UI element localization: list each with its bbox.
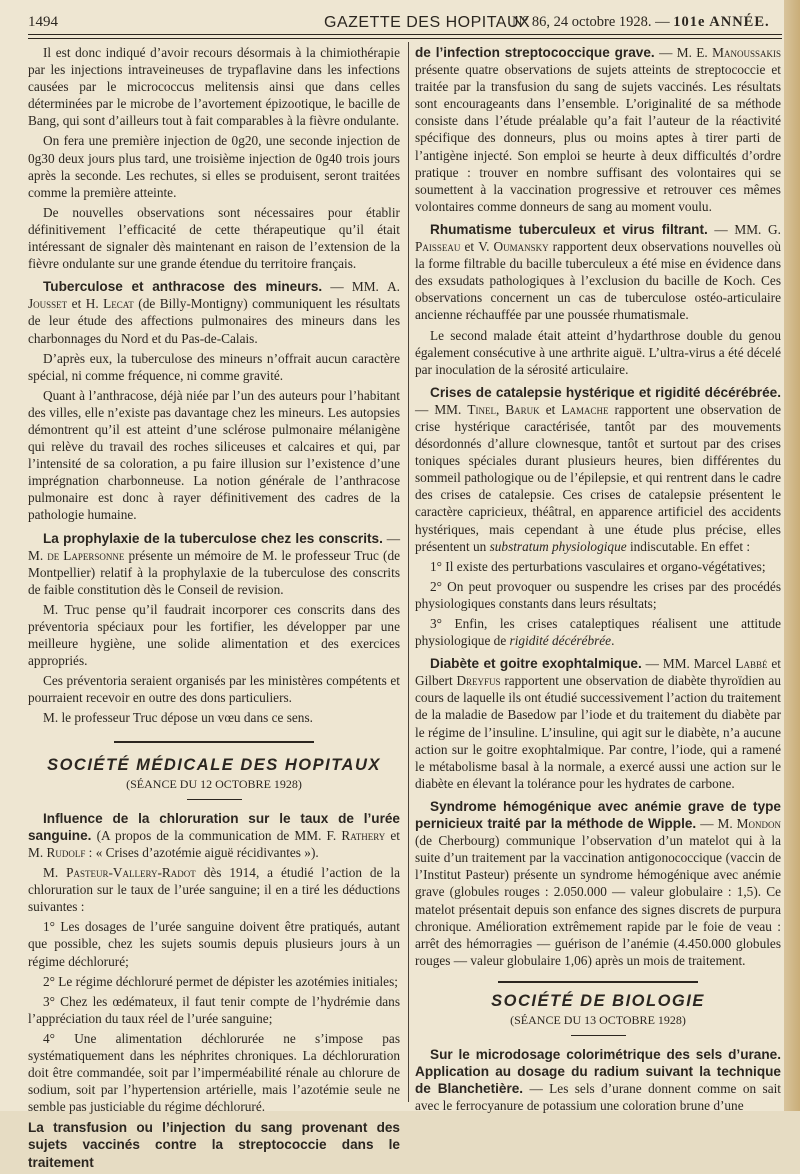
text: et M. [28,827,401,860]
article-heading: Sur le microdosage colorimétrique des sels d’urane. Application au dosage du radium suivant la technique de Blanchetière. [415,1047,781,1097]
list-item: 2° On peut provoquer ou suspendre les crises par des procédés physiologiques constants dans leurs résultats; [415,578,781,611]
text: présente quatre observations de sujets atteints de streptococcie et traitée par la transfusion du sang de sujets vaccinés. Les résultats sont encourageants dans l’ensemble. L’originalité de sa méthode consiste dans l’étude préalable qu’a fait l’auteur de la réactivité spécifique des donneurs, plus ou moins aptes à tirer parti de l’antigène injecté. Son emploi se heurte à deux difficultés d’ordre pratique : trouver en nombre suffisant des volontaires qui se soumettent à la vaccination progressive et retrouver ces mêmes volontaires comme donneurs de sang au moment voulu. [415,62,781,214]
text: et [67,296,86,312]
list-item: 4° Une alimentation déchlorurée ne s’impose pas systématiquement dans les néphrites chroniques. La déchloruration doit être commandée, soit par l’imperméabilité rénale au chlorure de sodium, soit par l’hypertension artérielle, mais l’azotémie seule ne semble pas justiciable du régime déchloruré. [28,1030,400,1115]
journal-title: GAZETTE DES HOPITAUX [324,14,531,31]
list-item [415,615,781,649]
left-column [28,44,400,1174]
article-tuberculose [28,278,400,346]
list-item: 1° Les dosages de l’urée sanguine doivent être pratiqués, autant que possible, chez les sujets soumis depuis plusieurs jours à un régime déchloruré; [28,919,400,969]
text: présente un mémoire de M. le professeur Truc (de Montpellier) relatif à la prophylaxie de la tuberculose des conscrits de faible constitution dès le Conseil de revision. [28,547,400,597]
text: et Gilbert [415,656,781,689]
issue-info [512,14,770,31]
article-heading: Rhumatisme tuberculeux et virus filtrant. [430,221,708,237]
text: M. [43,865,67,881]
text: — M. E. [654,45,713,60]
text: — Les sels d’urane donnent comme on sait avec le ferrocyanure de potassium une coloration brune d’une [415,1081,781,1114]
article-rhumatisme [415,221,781,324]
text: — MM. [707,221,769,237]
list-item: 3° Chez les œdémateux, il faut tenir compte de l’hydrémie dans l’appréciation du taux réel de l’urée sanguine; [28,993,400,1026]
author-name: Labbé [735,656,768,672]
paper-edge [784,0,800,1111]
text: rapportent une observation de diabète thyroïdien au cours de laquelle ils ont étudié successivement l’action du traitement de la maladie de Basedow par l’iode et du traitement du diabète par le régime de l’insuline. L’insuline, qui agit sur le diabète, n’a aucune action sur le goitre exophtalmique. Par contre, l’iode, qui a ramené le métabolisme basal à la normale, a exercé aussi une action sur le diabète en élevant la tolérance pour les hydrates de carbone. [415,673,781,791]
column-divider [408,42,409,1102]
text: rapportent une observation de crise hystérique caractérisée, tantôt par des mouvements désordonnés d’allure clownesque, tantôt et surtout par des crises toniques spéciales durant plusieurs heures, bien différentes du sommeil pathologique ou de l’épilepsie, et qui rentrent dans le cadre des crises de catalepsie. Ces crises de catalepsie présentent le caractère capricieux, théâtral, en apparence artificiel des accidents hystériques, mais cependant à une étude plus précise, elles présentent un [415,401,781,554]
article-diabete [415,655,781,792]
paragraph: De nouvelles observations sont nécessaires pour établir définitivement l’efficacité de cette thérapeutique qu’il était intéressant de signaler dès maintenant en raison de l’extension de la fièvre ondulante sur une grande étendue du territoire français. [28,204,400,272]
author-name: V. Oumansky [478,239,549,255]
author-name: Rathery [341,827,386,843]
article-heading: Influence de la chloruration sur le taux de l’urée sanguine. [28,810,400,843]
paragraph: M. Truc pense qu’il faudrait incorporer ces conscrits dans des préventoria spéciaux pour les fortifier, les développer par une meilleure hygiène, une solide alimentation et des exercices appropriés. [28,601,400,669]
author-name: A. Jousset [28,279,401,312]
paragraph: Il est donc indiqué d’avoir recours désormais à la chimiothérapie par les injections intraveineuses de trypaflavine dans les infections causées par le micrococcus melitensis ainsi que dans celles déterminées par le microbe de l’avortement épizootique, le bacille de Bang, qui sont d’ailleurs tout à fait comparables à la fièvre ondulante. [28,45,400,129]
paragraph [28,864,400,915]
section-date: (SÉANCE DU 12 OCTOBRE 1928) [126,776,302,791]
issue-number-date: N° 86, 24 octobre 1928. — [512,14,674,30]
paragraph: On fera une première injection de 0g20, une seconde injection de 0g30 deux jours plus tard, une troisième injection de 0g40 trois jours après la seconde. Les rechutes, si elles se produisent, seront traitées comme la première atteinte. [28,133,400,200]
article-heading: Syndrome hémogénique avec anémie grave de type pernicieux traité par la méthode de Wipple. [415,798,781,832]
text: (A propos de la communication de MM. F. [91,827,342,843]
section-separator [498,981,698,983]
text: — MM. [415,401,468,417]
author-name: Tinel [467,401,496,417]
page-number: 1494 [28,14,58,30]
article-catalepsie [415,384,781,555]
article-heading: La prophylaxie de la tuberculose chez les conscrits. [43,530,383,546]
issue-year: 101e ANNÉE. [673,14,770,30]
text: et [539,401,562,417]
article-heading: Tuberculose et anthracose des mineurs. [43,279,323,295]
author-name: Baruk [505,401,540,417]
article-syndrome [415,798,781,969]
section-separator [114,741,314,743]
article-heading: La transfusion ou l’injection du sang provenant des sujets vaccinés contre la streptococcie dans le traitement [28,1120,400,1170]
paragraph: Le second malade était atteint d’hydarthrose double du genou également consécutive à une arthrite aiguë. L’ultra-virus a été décelé par inoculation de la sérosité articulaire. [415,327,781,377]
italic-term: rigidité décérébrée [509,633,612,649]
author-name: Dreyfus [456,673,501,689]
text: — M. [696,816,737,832]
section-title: SOCIÉTÉ MÉDICALE DES HOPITAUX [47,755,381,774]
section-separator-short [571,1035,626,1036]
text: indiscutable. En effet : [626,538,751,554]
list-item: 1° Il existe des perturbations vasculaires et organo-végétatives; [430,558,766,574]
text: — M. [28,530,401,563]
author-name: Rudolf [46,844,86,860]
article-heading: de l’infection streptococcique grave. [415,45,655,60]
italic-term: substratum physiologique [489,538,627,554]
article-transfusion-cont [415,44,781,215]
section-separator-short [187,799,242,800]
author-name: G. Paisseau [415,221,781,255]
text: (de Cherbourg) communique l’observation d’un matelot qui à la suite d’un traitement par la vaccination antigonococcique (vaccin de l’Institut Pasteur) présente un syndrome hémogénique avec anémie grave (globules rouges : 2.050.000 — valeur globulaire : 1,5). Ce matelot présentait depuis son enfance des signes discrets de purpura chronique. Amélioration extrêmement rapide par le foie de veau : arrêt des hémorragies — guérison de l’anémie (4.450.000 globules rouges — valeur globulaire 1,06) après un mois de traitement. [415,833,781,968]
text: rapportent deux observations nouvelles où la forme filtrable du bacille tuberculeux a été mise en évidence dans des exsudats pathologiques à l’exclusion du bacille de Koch. Ces observations concernent un cas de tuberculose ostéo-articulaire ancienne réchauffée par une poussée rhumatismale. [415,239,781,323]
author-name: H. Lecat [85,296,134,312]
paragraph: M. le professeur Truc dépose un vœu dans ce sens. [43,710,313,726]
text: dès 1914, a étudié l’action de la chloruration sur le taux de l’urée sanguine; il en a tiré les déductions suivantes : [28,865,400,915]
article-heading: Crises de catalepsie hystérique et rigidité décérébrée. [430,384,781,400]
text: (de Billy-Montigny) communiquent les résultats de leur étude des affections pulmonaires des mineurs dans les charbonnages du Nord et du Pas-de-Calais. [28,296,400,346]
section-date: (SÉANCE DU 13 OCTOBRE 1928) [510,1012,686,1027]
section-title: SOCIÉTÉ DE BIOLOGIE [491,991,705,1010]
text: et [460,239,479,255]
paragraph: Ces préventoria seraient organisés par les ministères compétents et pourraient recevoir en outre des dons particuliers. [28,673,400,706]
page-header [12,10,787,34]
text: — MM. Marcel [641,656,736,672]
paragraph: D’après eux, la tuberculose des mineurs n’offrait aucun caractère spécial, ni comme fréquence, ni comme gravité. [28,350,400,383]
text: , [495,401,506,417]
text: 3° Enfin, les crises cataleptiques réalisent une attitude physiologique de [415,616,781,649]
article-chloruration [28,810,400,861]
article-microdosage [415,1046,781,1114]
text: . [611,633,615,649]
author-name: Pasteur-Vallery-Radot [66,865,196,881]
header-rule-thin [28,38,782,39]
text: : « Crises d’azotémie aiguë récidivantes »). [85,844,319,860]
author-name: Mondon [736,816,781,832]
author-name: de Lapersonne [47,547,125,563]
author-name: Lamache [561,401,609,417]
list-item: 2° Le régime déchloruré permet de dépister les azotémies initiales; [43,973,398,989]
author-name: Manoussakis [712,45,781,60]
article-prophylaxie [28,530,400,598]
article-heading: Diabète et goitre exophtalmique. [430,656,642,672]
paragraph: Quant à l’anthracose, déjà niée par l’un des auteurs pour l’habitant des villes, elle n’existe pas davantage chez les mineurs. Les autopsies démontrent qu’il est atteint d’une sclérose pulmonaire mélanigène qui relève du travail des roches siliceuses et calcaires et qui, par l’intensité de sa coloration, a pu faire illusion sur l’existence d’une imprégnation charbonneuse. La notion générale de l’anthracose pulmonaire est donc à rayer définitivement des cadres de la pathologie humaine. [28,387,400,523]
header-rule [28,34,782,35]
text: — MM. [322,279,388,295]
right-column [415,44,781,1117]
